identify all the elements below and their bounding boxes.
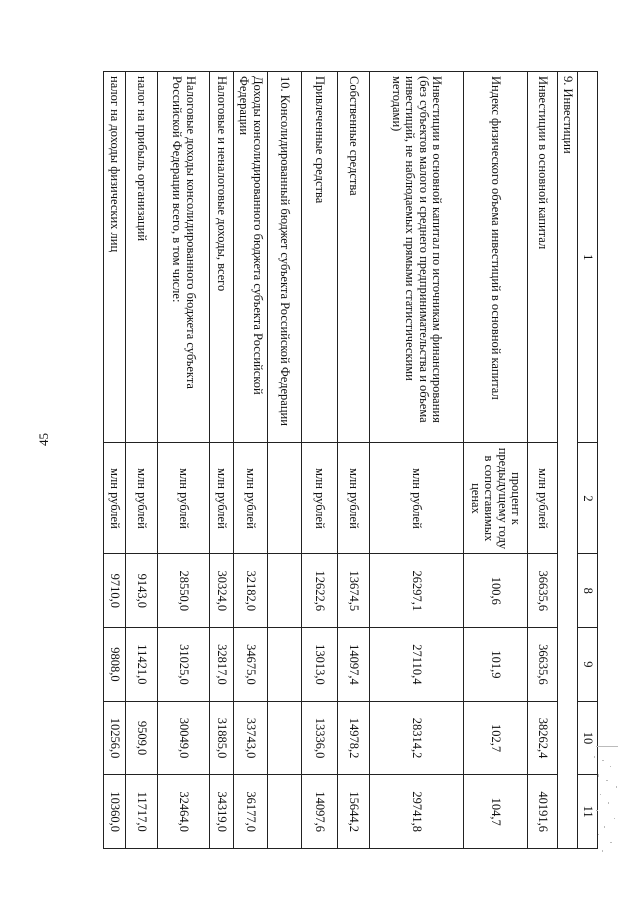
value-cell: 9509,0: [126, 701, 158, 775]
empty-cell: [268, 443, 302, 554]
row-unit: млн рублей: [302, 443, 338, 554]
section-row: [558, 72, 578, 849]
table-row: [370, 72, 464, 849]
value-cell: 31885,0: [210, 701, 234, 775]
row-unit: млн рублей: [210, 443, 234, 554]
header-cell: 2: [578, 443, 598, 554]
value-cell: 9710,0: [104, 554, 126, 628]
value-cell: 102,7: [464, 701, 528, 775]
value-cell: 26297,1: [370, 554, 464, 628]
row-unit: млн рублей: [158, 443, 210, 554]
value-cell: 15644,2: [338, 775, 370, 849]
row-unit: млн рублей: [528, 443, 558, 554]
value-cell: 29741,8: [370, 775, 464, 849]
value-cell: 38262,4: [528, 701, 558, 775]
header-cell: 9: [578, 628, 598, 702]
value-cell: 100,6: [464, 554, 528, 628]
empty-cell: [268, 701, 302, 775]
row-label: налог на доходы физических лиц: [104, 72, 126, 443]
empty-cell: [268, 554, 302, 628]
value-cell: 32182,0: [234, 554, 268, 628]
value-cell: 13013,0: [302, 628, 338, 702]
row-label: Привлеченные средства: [302, 72, 338, 443]
table-row: [234, 72, 268, 849]
value-cell: 34319,0: [210, 775, 234, 849]
value-cell: 13336,0: [302, 701, 338, 775]
value-cell: 104,7: [464, 775, 528, 849]
value-cell: 101,9: [464, 628, 528, 702]
table-row: [126, 72, 158, 849]
scan-noise: [590, 740, 630, 860]
value-cell: 14097,4: [338, 628, 370, 702]
page-number: 45: [36, 433, 51, 446]
value-cell: 11717,0: [126, 775, 158, 849]
row-label: Доходы консолидированного бюджета субъекта Российской Федерации: [234, 72, 268, 443]
table-row: [158, 72, 210, 849]
table-row: [302, 72, 338, 849]
value-cell: 30049,0: [158, 701, 210, 775]
table-row: [210, 72, 234, 849]
table-row: [104, 72, 126, 849]
value-cell: 11421,0: [126, 628, 158, 702]
header-row: [578, 72, 598, 849]
header-cell: 8: [578, 554, 598, 628]
row-unit: млн рублей: [234, 443, 268, 554]
row-label: Инвестиции в основной капитал: [528, 72, 558, 443]
indicators-table: [103, 71, 598, 849]
row-label: налог на прибыль организаций: [126, 72, 158, 443]
value-cell: 12622,6: [302, 554, 338, 628]
value-cell: 33743,0: [234, 701, 268, 775]
empty-cell: [268, 775, 302, 849]
value-cell: 36635,6: [528, 554, 558, 628]
row-label: Налоговые и неналоговые доходы, всего: [210, 72, 234, 443]
row-unit: млн рублей: [338, 443, 370, 554]
value-cell: 10360,0: [104, 775, 126, 849]
empty-cell: [268, 628, 302, 702]
row-unit: млн рублей: [126, 443, 158, 554]
table-row: [528, 72, 558, 849]
row-unit: млн рублей: [370, 443, 464, 554]
row-label: Собственные средства: [338, 72, 370, 443]
row-unit: процент к предыдущему году в сопоставимых ценах: [464, 443, 528, 554]
value-cell: 14978,2: [338, 701, 370, 775]
value-cell: 32464,0: [158, 775, 210, 849]
value-cell: 9143,0: [126, 554, 158, 628]
row-label: Индекс физического объема инвестиций в основной капитал: [464, 72, 528, 443]
section-title: 10. Консолидированный бюджет субъекта Российской Федерации: [268, 72, 302, 443]
value-cell: 27110,4: [370, 628, 464, 702]
value-cell: 13674,5: [338, 554, 370, 628]
value-cell: 28550,0: [158, 554, 210, 628]
value-cell: 10256,0: [104, 701, 126, 775]
value-cell: 32817,0: [210, 628, 234, 702]
header-cell: 1: [578, 72, 598, 443]
value-cell: 36635,6: [528, 628, 558, 702]
row-label: Инвестиции в основной капитал по источникам финансирования (без субъектов малого и среднего предпринимательства и объема инвестиций, не наблюдаемых прямыми статистическими методами): [370, 72, 464, 443]
indicators-table-rotated: [104, 71, 598, 849]
header-cell: 10: [578, 701, 598, 775]
value-cell: 31025,0: [158, 628, 210, 702]
header-cell: 11: [578, 775, 598, 849]
row-unit: млн рублей: [104, 443, 126, 554]
section-title: 9. Инвестиции: [558, 72, 578, 849]
value-cell: 30324,0: [210, 554, 234, 628]
value-cell: 36177,0: [234, 775, 268, 849]
section-row: [268, 72, 302, 849]
value-cell: 40191,6: [528, 775, 558, 849]
value-cell: 28314,2: [370, 701, 464, 775]
value-cell: 9808,0: [104, 628, 126, 702]
value-cell: 34675,0: [234, 628, 268, 702]
value-cell: 14097,6: [302, 775, 338, 849]
table-row: [338, 72, 370, 849]
table-row: [464, 72, 528, 849]
row-label: Налоговые доходы консолидированного бюджета субъекта Российской Федерации всего, в том числе:: [158, 72, 210, 443]
